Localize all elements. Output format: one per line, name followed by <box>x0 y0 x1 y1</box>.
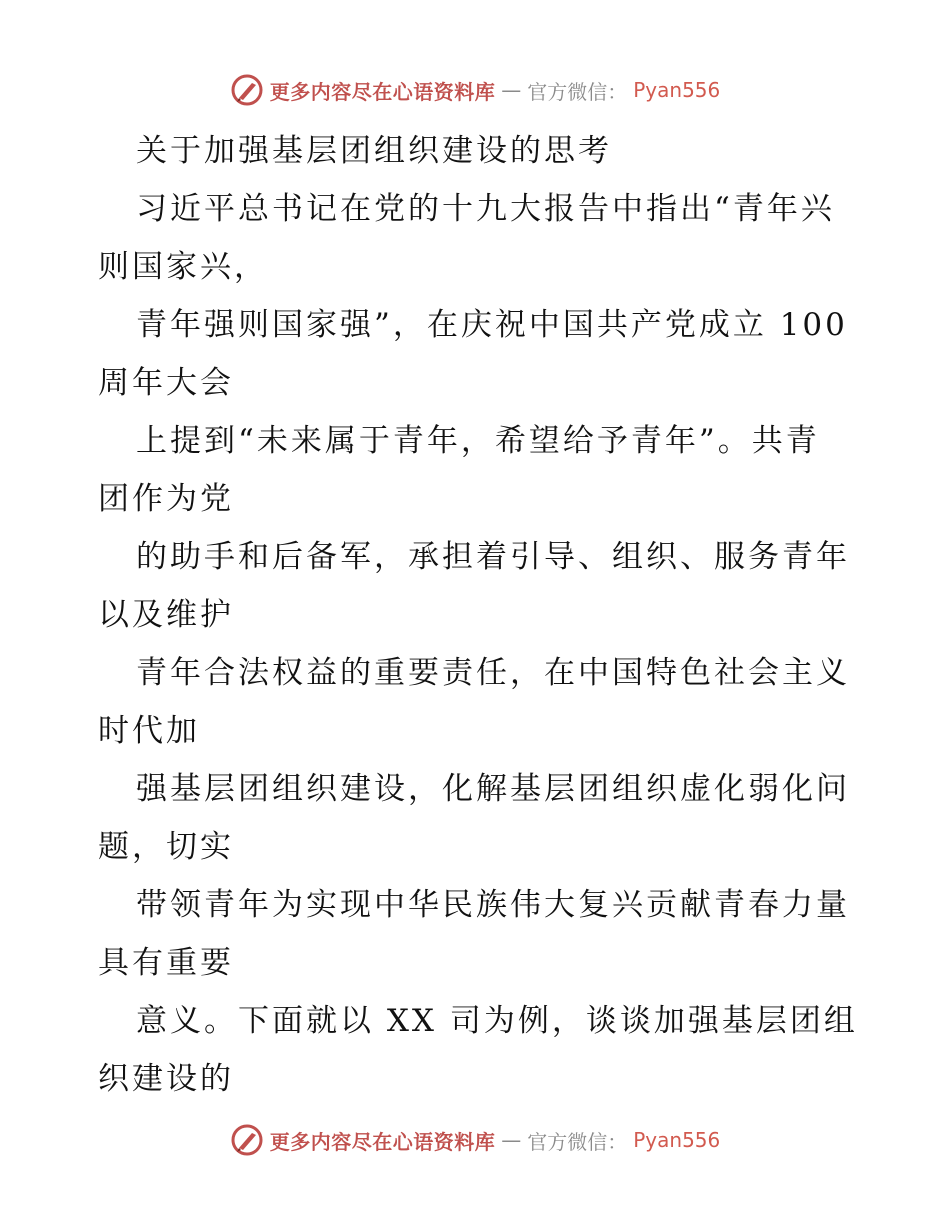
text-line: 青年合法权益的重要责任，在中国特色社会主义 <box>136 655 850 691</box>
footer-watermark <box>0 1120 950 1160</box>
document-title: 关于加强基层团组织建设的思考 <box>136 133 612 169</box>
text-line: 的助手和后备军，承担着引导、组织、服务青年 <box>136 539 850 575</box>
text-line: 强基层团组织建设，化解基层团组织虚化弱化问 <box>136 771 850 807</box>
watermark-label: 官方微信： <box>527 79 628 104</box>
text-line: 习近平总书记在党的十九大报告中指出“青年兴 <box>136 191 835 227</box>
document-body <box>98 122 858 1108</box>
text-line: 以及维护 <box>98 597 234 633</box>
text-line: 题，切实 <box>98 829 234 865</box>
watermark-separator: — <box>501 78 522 102</box>
text-line: 时代加 <box>98 713 200 749</box>
watermark-id: Pyan556 <box>633 78 721 102</box>
watermark-main-text: 更多内容尽在心语资料库 <box>269 79 496 104</box>
text-line: 团作为党 <box>98 481 234 517</box>
text-line: 带领青年为实现中华民族伟大复兴贡献青春力量 <box>136 887 850 923</box>
text-line: 织建设的 <box>98 1061 234 1097</box>
watermark-label: 官方微信： <box>527 1129 628 1154</box>
watermark-id: Pyan556 <box>633 1128 721 1152</box>
quill-logo-icon <box>230 73 264 107</box>
quill-logo-icon <box>230 1123 264 1157</box>
watermark-separator: — <box>501 1128 522 1152</box>
text-line: 意义。下面就以 XX 司为例，谈谈加强基层团组 <box>136 1003 858 1039</box>
text-line: 周年大会 <box>98 365 234 401</box>
text-line: 青年强则国家强”，在庆祝中国共产党成立 100 <box>136 307 848 343</box>
watermark-main-text: 更多内容尽在心语资料库 <box>269 1129 496 1154</box>
text-line: 上提到“未来属于青年，希望给予青年”。共青 <box>136 423 820 459</box>
text-line: 具有重要 <box>98 945 234 981</box>
header-watermark <box>0 70 950 110</box>
text-line: 则国家兴， <box>98 249 268 285</box>
